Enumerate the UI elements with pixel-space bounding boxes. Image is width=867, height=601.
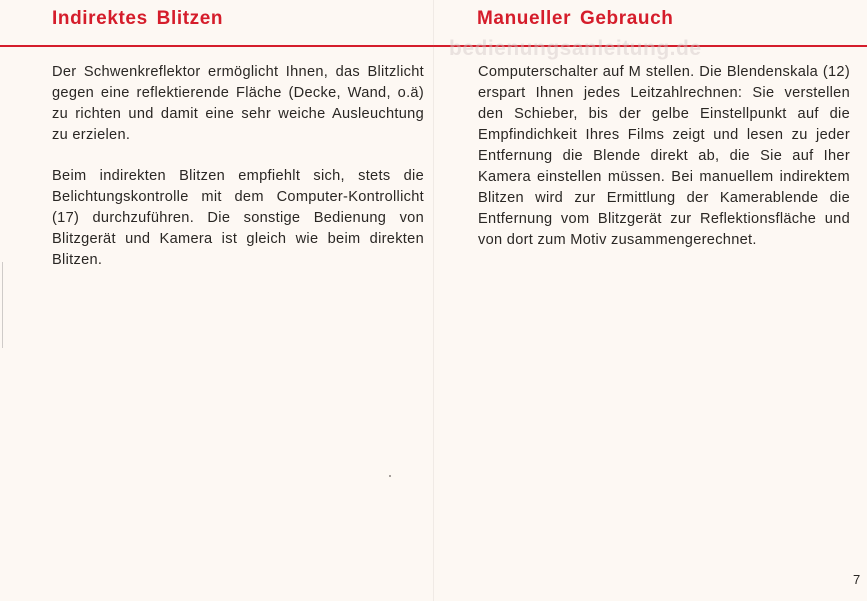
left-paragraph-2: Beim indirekten Blitzen empfiehlt sich, stets die Belichtungskontrolle mit dem Computer-Kontrollicht (17) durchzuführen. Die sonstige Bedienung von Blitzgerät und Kamera ist gleich wie beim direkten Blitzen.: [52, 168, 424, 268]
left-page: [0, 0, 433, 601]
right-paragraph-1: Computerschalter auf M stellen. Die Blendenskala (12) erspart Ihnen jedes Leitzahlrechnen: Sie verstellen den Schieber, bis der gelbe Einstellpunkt auf die Empfindichkeit Ihres Films zeigt und lesen zu jeder Entfernung die Blende direkt ab, die Sie auf Iher Kamera einstellen müssen. Bei manuellem indirektem Blitzen wird zur Ermittlung der Kamerablende die Entfernung vom Blitzgerät zur Reflektionsfläche und von dort zum Motiv zusammengerechnet.: [478, 64, 850, 248]
watermark: bedienungsanleitung.de: [449, 37, 702, 60]
paper-speck: [389, 475, 391, 477]
right-page-heading: Manueller Gebrauch: [477, 8, 674, 29]
right-page: [434, 0, 867, 601]
left-page-heading: Indirektes Blitzen: [52, 8, 224, 29]
binder-mark: [2, 262, 6, 348]
page-number: 7: [853, 572, 861, 587]
left-paragraph-1: Der Schwenkreflektor ermöglicht Ihnen, das Blitzlicht gegen eine reflektierende Fläche (Decke, Wand, o.ä) zu richten und damit eine sehr weiche Ausleuchtung zu erzielen.: [52, 64, 424, 143]
